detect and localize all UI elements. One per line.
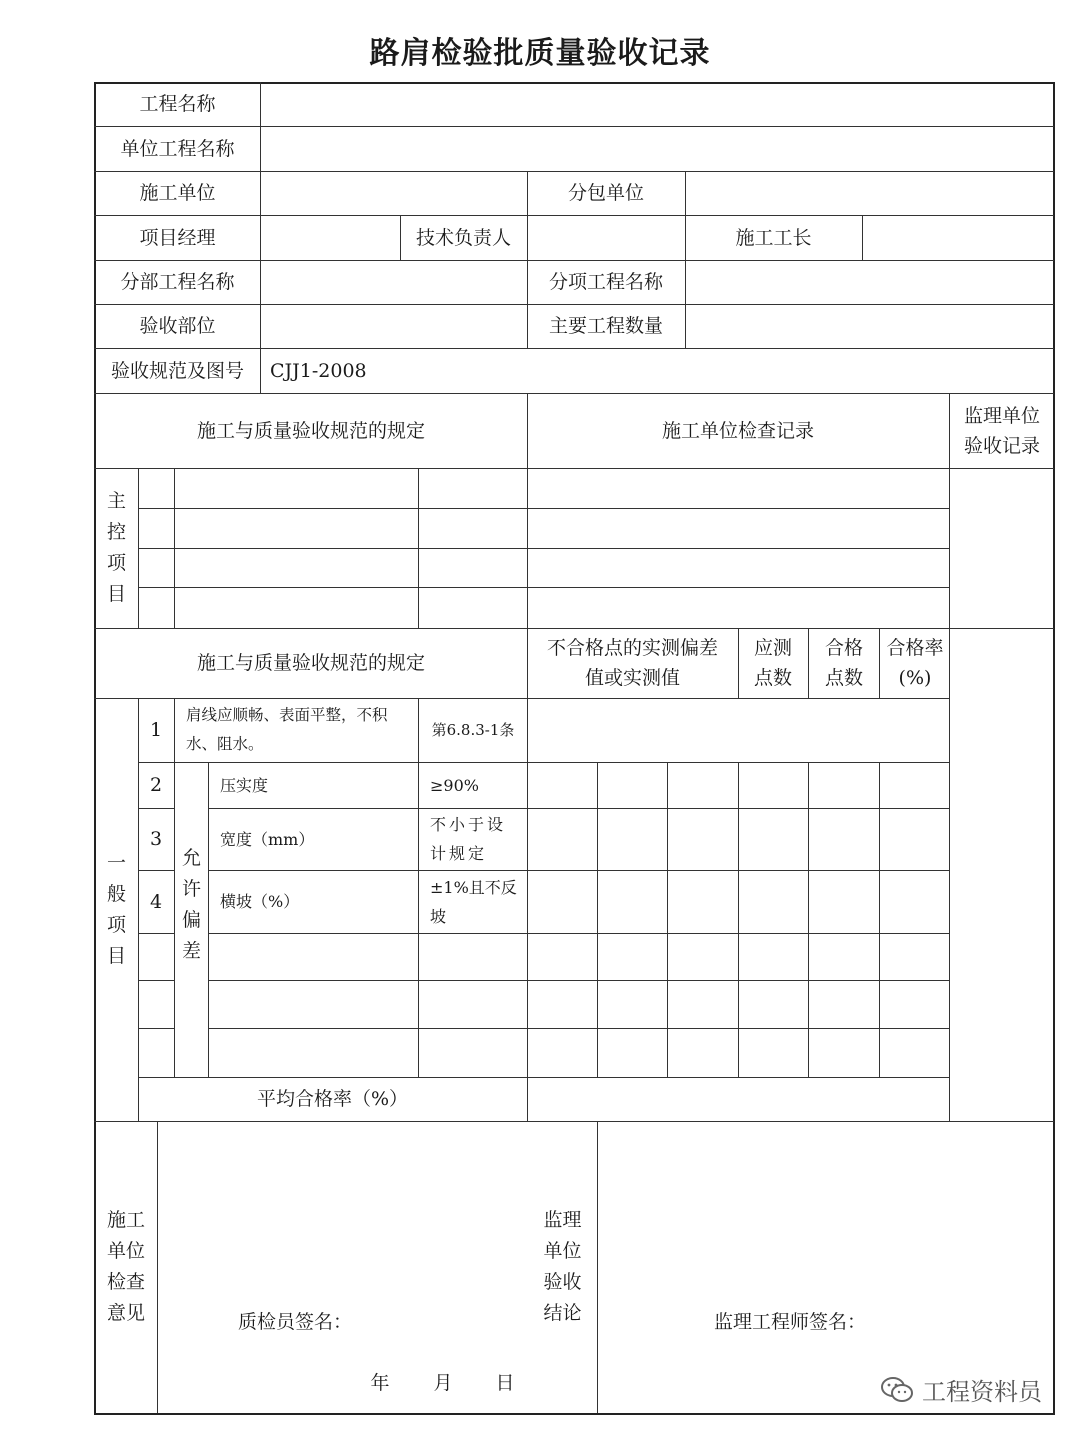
item-2-no: 2 <box>149 774 163 796</box>
avg-rate-label: 平均合格率（%） <box>256 1088 409 1110</box>
engineer-sign: 监理工程师签名： <box>713 1311 866 1333</box>
spec-label: 验收规范及图号 <box>110 359 244 382</box>
allowed-deviation-label: 允 许 偏 差 <box>181 846 201 962</box>
tech-lead-label: 技术负责人 <box>415 226 511 249</box>
item-2-std: ≥90% <box>430 775 479 795</box>
should-measure-header: 应测点数 <box>753 637 792 689</box>
construction-record-header: 施工单位检查记录 <box>661 419 814 442</box>
qualified-points-header: 合格点数 <box>824 637 863 689</box>
acceptance-location-label: 验收部位 <box>139 315 216 337</box>
main-quantity-label: 主要工程数量 <box>548 315 663 337</box>
project-manager-label: 项目经理 <box>139 226 216 249</box>
project-name-label: 工程名称 <box>139 93 216 115</box>
construction-opinion-label: 施工 单位 检查 意见 <box>106 1209 145 1324</box>
wechat-icon <box>880 1375 914 1405</box>
item-4-std: ±1%且不反坡 <box>430 877 517 926</box>
watermark <box>880 1372 1042 1407</box>
border-bottom <box>94 1413 1055 1415</box>
spec-value: CJJ1-2008 <box>270 359 367 382</box>
general-items-label: 一 般 项 目 <box>106 851 126 967</box>
item-1-std: 第6.8.3-1条 <box>431 720 515 739</box>
main-control-label: 主 控 项 目 <box>106 490 126 605</box>
foreman-label: 施工工长 <box>735 226 812 249</box>
construction-unit-label: 施工单位 <box>139 182 216 204</box>
month-label: 月 <box>433 1372 453 1394</box>
spec-rules-header: 施工与质量验收规范的规定 <box>196 419 425 442</box>
supervisor-conclusion-label: 监理 单位 验收 结论 <box>543 1209 582 1324</box>
spec-rules-header-2: 施工与质量验收规范的规定 <box>196 652 425 674</box>
border-right <box>1053 82 1055 1415</box>
item-1-name: 肩线应顺畅、表面平整，不积水、阻水。 <box>186 706 388 753</box>
item-3-no: 3 <box>149 828 163 850</box>
item-3-name: 宽度（mm） <box>220 829 315 849</box>
inspector-sign: 质检员签名： <box>237 1311 352 1333</box>
item-4-no: 4 <box>149 890 163 913</box>
supervisor-record-header: 监理单位验收记录 <box>963 404 1040 457</box>
subcontract-unit-label: 分包单位 <box>567 182 644 204</box>
year-label: 年 <box>370 1372 390 1394</box>
item-4-name: 横坡（%） <box>220 892 300 911</box>
subitem-name-label: 分项工程名称 <box>548 271 663 293</box>
unit-project-name-label: 单位工程名称 <box>120 137 235 160</box>
page-title: 路肩检验批质量验收记录 <box>369 36 711 71</box>
item-2-name: 压实度 <box>220 775 269 795</box>
division-name-label: 分部工程名称 <box>120 271 235 293</box>
item-3-std: 不小于设计规定 <box>430 815 507 863</box>
deviation-header: 不合格点的实测偏差值或实测值 <box>546 637 718 689</box>
watermark-text: 工程资料员 <box>922 1378 1042 1406</box>
item-1-no: 1 <box>149 719 163 741</box>
day-label: 日 <box>495 1372 515 1394</box>
pass-rate-header: 合格率(%) <box>886 637 944 689</box>
